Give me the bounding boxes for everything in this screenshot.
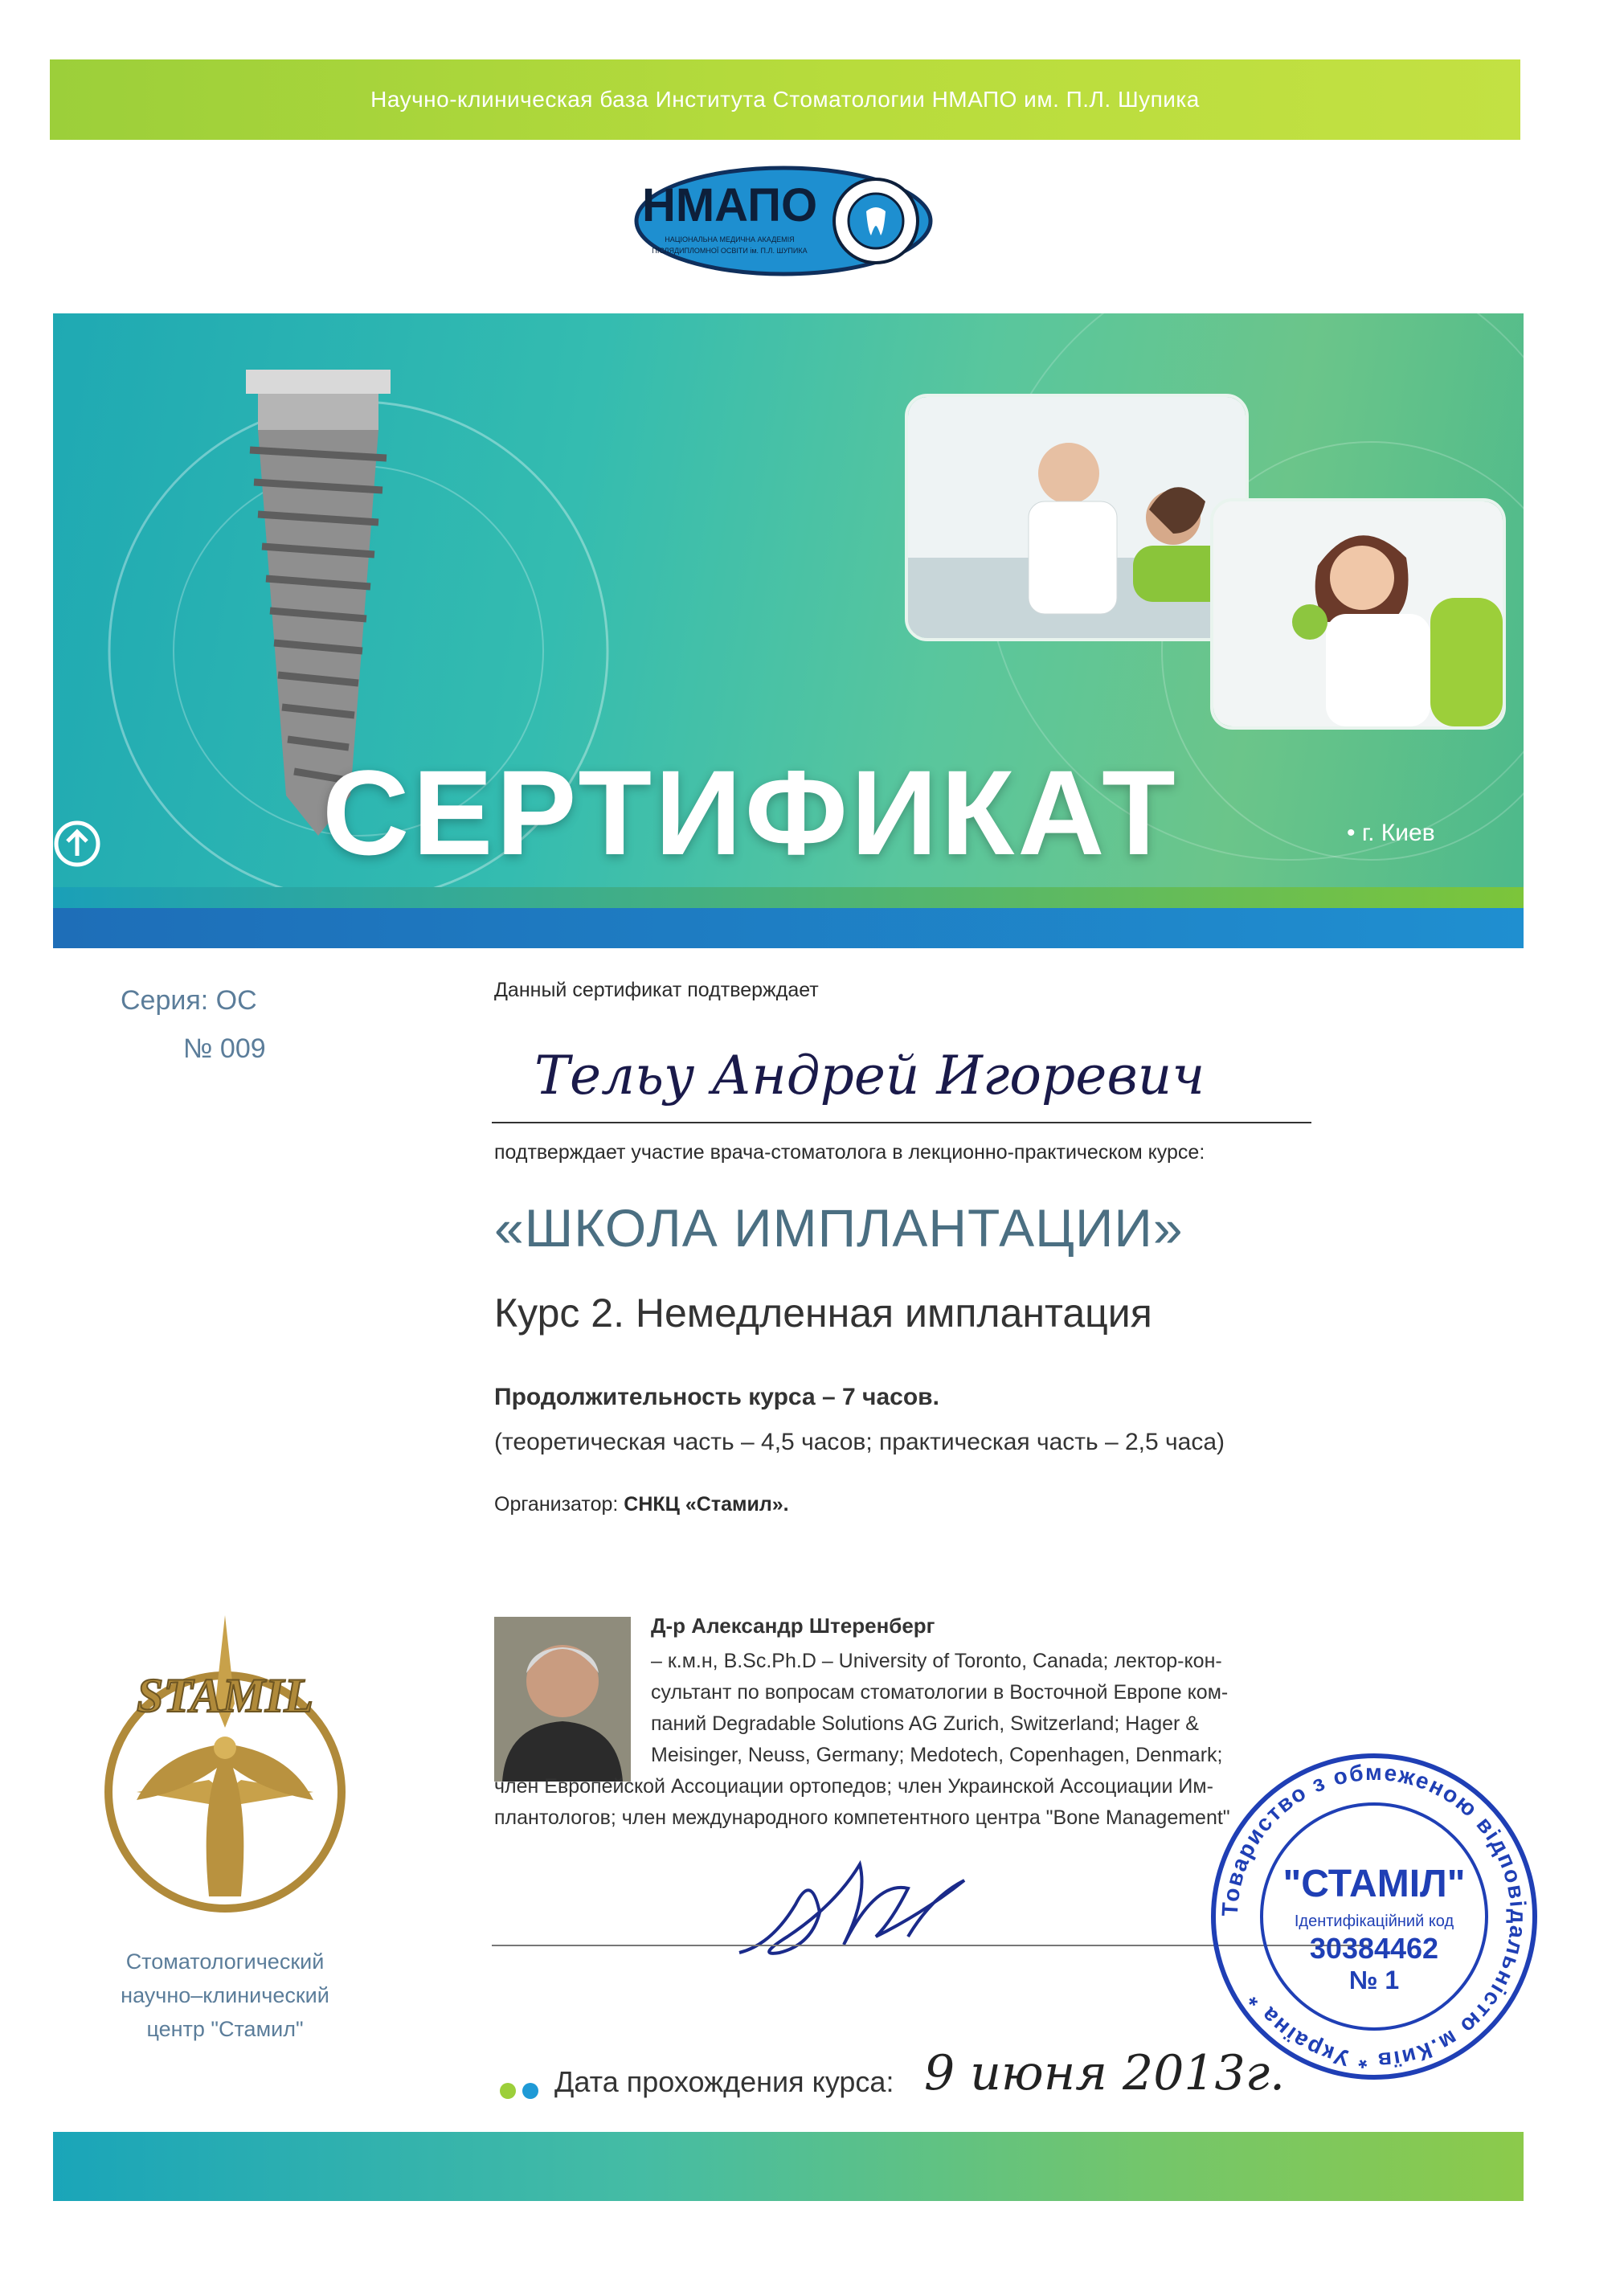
top-banner — [50, 59, 1520, 140]
lecturer-bio — [494, 1646, 1298, 1834]
nmapo-sub1: НАЦІОНАЛЬНА МЕДИЧНА АКАДЕМІЯ — [665, 235, 795, 243]
patient-photo — [1210, 498, 1506, 730]
organizer-line — [494, 1493, 789, 1516]
course-duration: Продолжительность курса – 7 часов. — [494, 1384, 939, 1410]
lecturer-bio-line: Meisinger, Neuss, Germany; Medotech, Copenhagen, Denmark; — [651, 1744, 1223, 1766]
nmapo-sub2: ПІСЛЯДИПЛОМНОЇ ОСВІТИ ім. П.Л. ШУПИКА — [652, 247, 808, 255]
banner-text: Научно-клиническая база Института Стоматологии НМАПО им. П.Л. Шупика — [370, 87, 1200, 112]
series-number: № 009 — [183, 1033, 266, 1064]
hero-strip-blue — [53, 908, 1524, 948]
lecturer-name: Д-р Александр Штеренберг — [651, 1614, 935, 1638]
participation-line: подтверждает участие врача-стоматолога в лекционно-практическом курсе: — [494, 1141, 1205, 1164]
stamil-caption-line: научно–клинический — [121, 1983, 329, 2007]
arrow-up-icon — [56, 823, 98, 865]
hero-banner — [53, 313, 1524, 948]
lecturer-signature — [723, 1840, 1061, 1977]
lecturer-bio-line: член Европейской Ассоциации ортопедов; член Украинской Ассоциации Им- — [494, 1775, 1213, 1798]
stamil-caption-line: Стоматологический — [125, 1949, 325, 1974]
bottom-banner — [53, 2132, 1524, 2201]
date-label: Дата прохождения курса: — [554, 2065, 894, 2098]
certificate-title: СЕРТИФИКАТ — [322, 745, 1179, 880]
course-title: Курс 2. Немедленная имплантация — [494, 1291, 1152, 1336]
stamp-ring-text: Товариство з обмеженою відповідальністю м.Київ * Україна * — [1217, 1759, 1532, 2074]
company-stamp — [1205, 1748, 1543, 2085]
stamp-id-label: Ідентифікаційний код — [1294, 1913, 1454, 1930]
hero-strip-green — [53, 887, 1524, 908]
school-title: «ШКОЛА ИМПЛАНТАЦИИ» — [494, 1198, 1184, 1258]
city-label: • г. Киев — [1347, 820, 1435, 846]
stamil-logo-text: STAMIL — [136, 1669, 314, 1722]
course-duration-detail: (теоретическая часть – 4,5 часов; практическая часть – 2,5 часа) — [494, 1429, 1225, 1455]
nmapo-logo — [633, 165, 935, 277]
lecturer-bio-line: – к.м.н, B.Sc.Ph.D – University of Toronto, Canada; лектор-кон- — [651, 1650, 1222, 1672]
stamp-id-code: 30384462 — [1309, 1932, 1439, 1965]
recipient-name: Тельу Андрей Игоревич — [534, 1045, 1205, 1107]
stamil-caption-line: центр "Стамил" — [146, 2017, 304, 2041]
organizer-label: Организатор: — [494, 1493, 619, 1516]
organizer-name: СНКЦ «Стамил». — [624, 1493, 789, 1516]
stamp-name: "СТАМІЛ" — [1282, 1863, 1466, 1905]
date-bullet-icon — [498, 2081, 546, 2101]
name-underline — [492, 1122, 1311, 1123]
lecturer-bio-line: паний Degradable Solutions AG Zurich, Switzerland; Hager & — [651, 1712, 1199, 1735]
series-label: Серия: ОС — [121, 985, 257, 1016]
nmapo-main-text: НМАПО — [641, 179, 818, 231]
date-value: 9 июня 2013г. — [924, 2045, 1286, 2101]
lecturer-bio-line: плантологов; член международного компетентного центра "Bone Management" — [494, 1806, 1230, 1829]
dentist-photo — [905, 394, 1249, 641]
stamp-number: № 1 — [1348, 1966, 1400, 1994]
stamil-caption — [72, 1945, 378, 2046]
confirm-line: Данный сертификат подтверждает — [494, 979, 819, 1001]
stamil-logo — [88, 1607, 362, 1929]
lecturer-bio-line: сультант по вопросам стоматологии в Восточной Европе ком- — [651, 1681, 1229, 1704]
